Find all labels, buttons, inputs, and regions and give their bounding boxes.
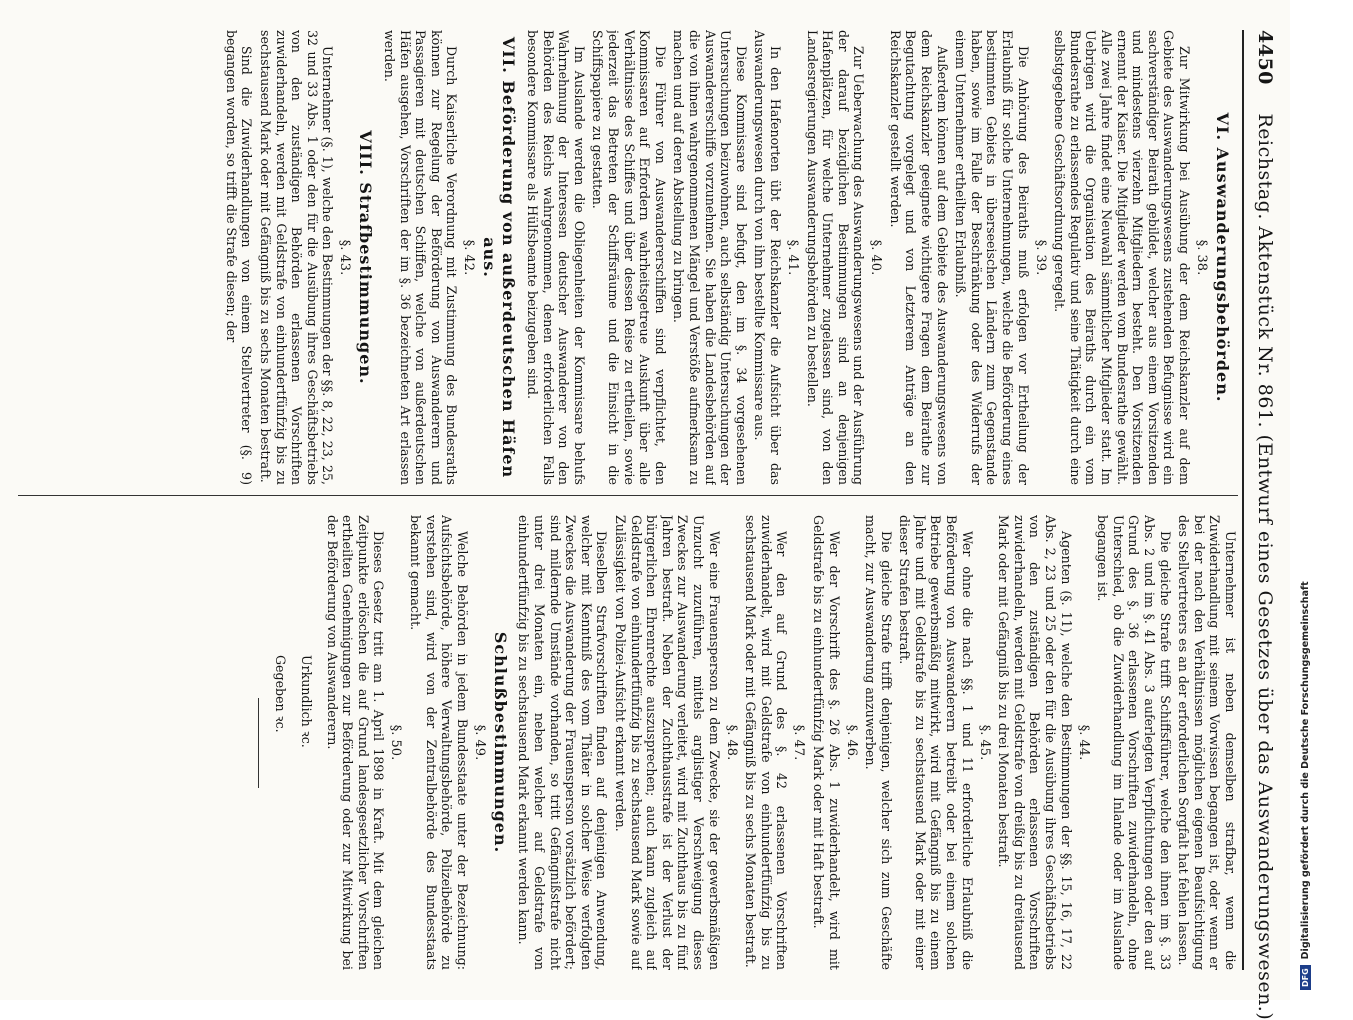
page-title: Reichstag. Aktenstück Nr. 861. (Entwurf eines Gesetzes über das Auswanderungswesen.)	[1254, 113, 1276, 1020]
right-column	[20, 515, 1238, 970]
body-paragraph: Dieselben Strafvorschriften finden auf denjenigen Anwendung, welcher mit Kenntniß des vom Thäter in solcher Weise verfolgten Zweckes die Auswanderung der Frauensperson vorsätzlich befördert; sind mildernde Umstände vorhanden, so tritt Gefängnißstrafe nicht unter drei Monaten ein, neben welcher auf Geldstrafe von einhundertfünfzig bis zu sechstausend Mark erkannt werden kann.	[516, 515, 610, 970]
body-paragraph: Die gleiche Strafe trifft Schiffsführer, welche den ihnen im §. 33 Abs. 2 und im §. 41 Abs. 3 auferlegten Verpflichtungen oder den auf Grund des §. 36 erlassenen Vorschriften zuwiderhandeln, ohne Unterschied, ob die Zuwiderhandlung im Inlande oder im Auslande begangen ist.	[1095, 515, 1173, 970]
closing-formula: Urkundlich ꝛc.	[299, 655, 315, 748]
section-heading: Schlußbestimmungen.	[490, 631, 510, 854]
closing-rule	[258, 698, 259, 788]
body-paragraph: Wer ohne die nach §§. 1 und 11 erforderliche Erlaubniß die Beförderung von Auswanderern betreibt oder bei einem solchen Betriebe gewerbsmäßig mitwirkt, wird mit Gefängniß bis zu einem Jahre und mit Geldstrafe bis zu sechstausend Mark oder mit einer dieser Strafen bestraft.	[897, 515, 975, 970]
body-paragraph: Durch Kaiserliche Verordnung mit Zustimmung des Bundesraths können zur Regelung der Beförderung von Auswanderern und Passagieren mit deutschen Schiffen, welche von außerdeutschen Häfen ausgehen, Vorschriften der im §. 36 bezeichneten Art erlassen werden.	[382, 30, 460, 485]
paragraph-number: §. 50.	[388, 724, 404, 761]
body-paragraph: In den Hafenorten übt der Reichskanzler die Aufsicht über das Auswanderungswesen durch von ihm bestellte Kommissare aus.	[752, 30, 783, 485]
paragraph-number: §. 39.	[1032, 239, 1048, 276]
body-paragraph: Zur Mitwirkung bei Ausübung der dem Reichskanzler auf dem Gebiete des Auswanderungswesens zustehenden Befugnisse wird ein sachverständiger Beirath gebildet, welcher aus einem Vorsitzenden und mindestens vierzehn Mitgliedern besteht. Den Vorsitzenden ernennt der Kaiser. Die Mitglieder werden vom Bundesrathe gewählt. Alle zwei Jahre findet eine Neuwahl sämmtlicher Mitglieder statt. Im Uebrigen wird die Organisation des Beiraths durch ein vom Bundesrathe zu erlassendes Regulativ und seine Thätigkeit durch eine selbstgegebene Geschäftsordnung geregelt.	[1052, 30, 1192, 485]
dfg-logo: DFG	[1300, 965, 1311, 990]
paragraph-number: §. 49.	[471, 724, 487, 761]
footer-text: Digitalisierung gefördert durch die Deutsche Forschungsgemeinschaft	[1300, 581, 1311, 960]
footer	[1296, 0, 1346, 1000]
body-paragraph: Wer eine Frauensperson zu dem Zwecke, sie der gewerbsmäßigen Unzucht zuzuführen, mittels arglistiger Verschweigung dieses Zweckes zur Auswanderung verleitet, wird mit Zuchthaus bis zu fünf Jahren bestraft. Neben der Zuchthausstrafe ist der Verlust der bürgerlichen Ehrenrechte auszusprechen; auch kann zugleich auf Geldstrafe von einhundertfünfzig bis zu sechstausend Mark sowie auf Zulässigkeit von Polizei-Aufsicht erkannt werden.	[613, 515, 722, 970]
body-paragraph: Wer den auf Grund des §. 42 erlassenen Vorschriften zuwiderhandelt, wird mit Geldstrafe von einhundertfünfzig bis zu sechstausend Mark oder mit Gefängniß bis zu sechs Monaten bestraft.	[743, 515, 790, 970]
left-column	[20, 30, 1238, 485]
paragraph-number: §. 48.	[723, 724, 739, 761]
body-paragraph: Sind die Zuwiderhandlungen von einem Stellvertreter (§. 9) begangen worden, so trifft die Strafe diesen; der	[223, 30, 255, 485]
body-paragraph: Die Führer von Auswandererschiffen sind verpflichtet, den Kommissaren auf Erfordern wahrheitsgetreue Auskunft über alle Verhältnisse des Schiffes und über dessen Reise zu ertheilen, sowie jederzeit das Betreten der Schiffsräume und die Einsicht in die Schiffspapiere zu gestatten.	[590, 30, 668, 485]
header-rule	[1242, 30, 1244, 970]
paragraph-number: §. 44.	[1075, 724, 1091, 761]
footer-credit	[1300, 0, 1318, 990]
page-header	[1246, 30, 1276, 1020]
body-paragraph: Die Anhörung des Beiraths muß erfolgen vor Ertheilung der Erlaubniß für solche Unternehmungen, welche die Beförderung eines bestimmten Gebiets in überseeischen Ländern zum Gegenstande haben, sowie im Falle der Beschränkung oder des Widerrufs der einem Unternehmer ertheilten Erlaubniß.	[953, 30, 1031, 485]
body-paragraph: Unternehmer ist neben demselben strafbar, wenn die Zuwiderhandlung mit seinem Vorwissen begangen ist, oder wenn er bei der nach den Verhältnissen möglichen eigenen Beaufsichtigung des Stellvertreters es an der erforderlichen Sorgfalt hat fehlen lassen.	[1176, 515, 1238, 970]
paragraph-number: §. 45.	[976, 724, 992, 761]
section-heading: VIII. Strafbestimmungen.	[356, 130, 376, 385]
paragraph-number: §. 47.	[791, 724, 807, 761]
paragraph-number: §. 40.	[868, 239, 884, 276]
body-paragraph: Unternehmer (§. 1), welche den Bestimmungen der §§. 8, 22, 23, 25, 32 und 33 Abs. 1 oder den für die Ausübung ihres Geschäftsbetriebs von den zuständigen Behörden erlassenen Vorschriften zuwiderhandeln, werden mit Geldstrafe von einhundertfünfzig bis zu sechstausend Mark oder mit Gefängniß bis zu sechs Monaten bestraft.	[258, 30, 336, 485]
body-paragraph: Die gleiche Strafe trifft denjenigen, welcher sich zum Geschäfte macht, zur Auswanderung anzuwerben.	[863, 515, 894, 970]
section-heading: VI. Auswanderungsbehörden.	[1213, 112, 1232, 403]
page-number: 4450	[1254, 30, 1276, 85]
column-divider	[18, 495, 1238, 496]
body-paragraph: Im Auslande werden die Obliegenheiten der Kommissare behufs Wahrnehmung der Interessen deutscher Auswanderer von den Behörden des Reichs wahrgenommen, denen erforderlichen Falls besondere Kommissare als Hülfsbeamte beizugeben sind.	[525, 30, 587, 485]
body-paragraph: Außerdem können auf dem Gebiete des Auswanderungswesens von dem Reichskanzler geeignete wichtigere Fragen dem Beirathe zur Begutachtung vorgelegt und von Letzterem Anträge an den Reichskanzler gestellt werden.	[887, 30, 950, 485]
paragraph-number: §. 42.	[461, 239, 477, 276]
body-paragraph: Welche Behörden in jedem Bundesstaate unter der Bezeichnung: Aufsichtsbehörde, höhere Verwaltungsbehörde, Polizeibehörde zu verstehen sind, wird von der Zentralbehörde des Bundesstaats bekannt gemacht.	[408, 515, 470, 970]
body-paragraph: Dieses Gesetz tritt am 1. April 1898 in Kraft. Mit dem gleichen Zeitpunkte erlöschen die auf Grund landesgesetzlicher Vorschriften ertheilten Genehmigungen zur Beförderung oder zur Mitwirkung bei der Beförderung von Auswanderern.	[324, 515, 387, 970]
paragraph-number: §. 43.	[337, 239, 353, 276]
paragraph-number: §. 46.	[843, 724, 859, 761]
paragraph-number: §. 41.	[784, 239, 800, 276]
body-paragraph: Diese Kommissare sind befugt, den im §. 34 vorgesehenen Untersuchungen beizuwohnen, auch selbständig Untersuchungen der Auswandererschiffe vorzunehmen. Sie haben die Landesbehörden auf die von ihnen wahrgenommenen Mängel und Verstöße aufmerksam zu machen und auf deren Abstellung zu bringen.	[671, 30, 749, 485]
body-paragraph: Wer der Vorschrift des §. 26 Abs. 1 zuwiderhandelt, wird mit Geldstrafe bis zu einhundertfünfzig Mark oder mit Haft bestraft.	[810, 515, 842, 970]
section-heading: VII. Beförderung von außerdeutschen Häfen aus.	[480, 36, 519, 479]
closing-formula: Gegeben ꝛc.	[273, 655, 289, 733]
body-paragraph: Zur Ueberwachung des Auswanderungswesens und der Ausführung der darauf bezüglichen Bestimmungen sind an denjenigen Hafenplätzen, für welche Unternehmer zugelassen sind, von den Landesregierungen Auswanderungsbehörden zu bestellen.	[804, 30, 867, 485]
paragraph-number: §. 38.	[1194, 239, 1209, 276]
body-paragraph: Agenten (§. 11), welche den Bestimmungen der §§. 15, 16, 17, 22 Abs. 2, 23 und 25 oder den für die Ausübung ihres Geschäftsbetriebs von den zuständigen Behörden erlassenen Vorschriften zuwiderhandeln, werden mit Geldstrafe von dreißig bis zu dreitausend Mark oder mit Gefängniß bis zu drei Monaten bestraft.	[996, 515, 1074, 970]
